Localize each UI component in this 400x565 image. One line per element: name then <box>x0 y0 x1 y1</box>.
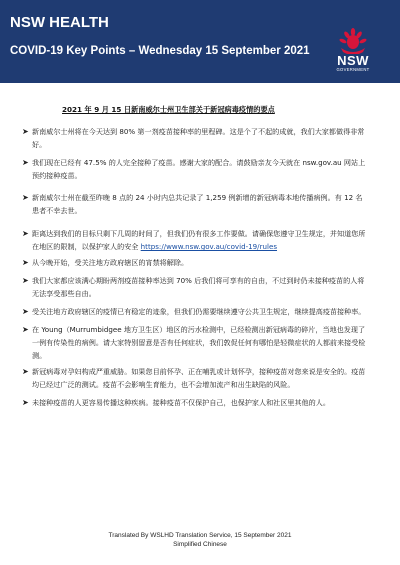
list-item-text <box>32 227 367 253</box>
list-item-text: 新南威尔士州将在今天达到 80% 第一剂疫苗接种率的里程碑。这是个了不起的成就，我们大家都做得非常好。 <box>32 127 365 149</box>
bullet-icon: ➤ <box>22 398 29 407</box>
link-item-text: 距离达到我们的目标只剩下几周的时间了，但我们仍有很多工作要做。请确保您遵守卫生规定，并知道您所在地区的限制，以保护家人的安全 <box>32 229 366 251</box>
covid-rules-link[interactable]: https://www.nsw.gov.au/covid-19/rules <box>140 242 278 251</box>
list-item-text: 从今晚开始，受关注地方政府辖区的宵禁将解除。 <box>32 258 189 267</box>
bullet-icon: ➤ <box>22 158 29 167</box>
bullet-icon: ➤ <box>22 127 29 136</box>
list-item-text: 我们现在已经有 47.5% 的人完全接种了疫苗。感谢大家的配合。请鼓励亲友今天就在 nsw.gov.au 网站上预约接种疫苗。 <box>32 158 366 180</box>
waratah-icon <box>338 28 368 54</box>
bullet-icon: ➤ <box>22 229 29 238</box>
page-subtitle: COVID-19 Key Points – Wednesday 15 September 2021 <box>10 45 310 57</box>
list-item <box>22 305 367 318</box>
list-item-text: 我们大家都应该满心期盼两剂疫苗接种率达到 70% 后我们将可享有的自由，不过到时仍未接种疫苗的人将无法享受那些自由。 <box>32 276 365 298</box>
list-item <box>22 125 367 151</box>
language-label: Simplified Chinese <box>173 541 227 548</box>
list-item <box>22 256 367 269</box>
page-title: NSW HEALTH <box>10 14 109 31</box>
list-item <box>22 191 367 217</box>
list-item-text: 未接种疫苗的人更容易传播这种疾病。接种疫苗不仅保护自己，也保护家人和社区里其他的人。 <box>32 398 330 407</box>
list-item <box>22 396 367 409</box>
header-banner <box>0 0 400 83</box>
list-item <box>22 365 367 391</box>
list-item-text: 受关注地方政府辖区的疫情已有稳定的迹象，但我们仍需要继续遵守公共卫生规定，继续提高疫苗接种率。 <box>32 307 366 316</box>
footer <box>0 531 400 549</box>
bullet-icon: ➤ <box>22 276 29 285</box>
bullet-icon: ➤ <box>22 258 29 267</box>
list-item <box>22 156 367 182</box>
nsw-government-logo <box>333 28 373 78</box>
list-item <box>22 227 367 253</box>
logo-nsw-text: NSW <box>337 53 369 68</box>
list-item-text: 新南威尔士州在截至昨晚 8 点的 24 小时内总共记录了 1,259 例新增的新冠病毒本地传播病例。有 12 名患者不幸去世。 <box>32 193 363 215</box>
bullet-icon: ➤ <box>22 367 29 376</box>
list-item-text: 新冠病毒对孕妇构成严重威胁。如果您目前怀孕、正在哺乳或计划怀孕，接种疫苗对您来说是安全的。疫苗均已经过广泛的测试。疫苗不会影响生育能力，也不会增加流产和出生缺陷的风险。 <box>32 367 366 389</box>
list-item-text: 在 Young（Murrumbidgee 地方卫生区）地区的污水检测中，已经检测出新冠病毒的碎片，当地也发现了一例有传染性的病例。请大家特别留意是否有任何症状，我们敦促任何有哪怕是轻微症状的人都前来接受检测。 <box>32 325 366 360</box>
bullet-icon: ➤ <box>22 325 29 334</box>
translation-credit: Translated By WSLHD Translation Service, 15 September 2021 <box>108 532 292 539</box>
bullet-icon: ➤ <box>22 307 29 316</box>
logo-government-text: GOVERNMENT <box>336 67 370 72</box>
key-points-list <box>22 125 367 409</box>
bullet-icon: ➤ <box>22 193 29 202</box>
list-item <box>22 274 367 300</box>
document-title: 2021 年 9 月 15 日新南威尔士州卫生部关于新冠病毒疫情的要点 <box>62 105 275 114</box>
list-item <box>22 323 367 362</box>
